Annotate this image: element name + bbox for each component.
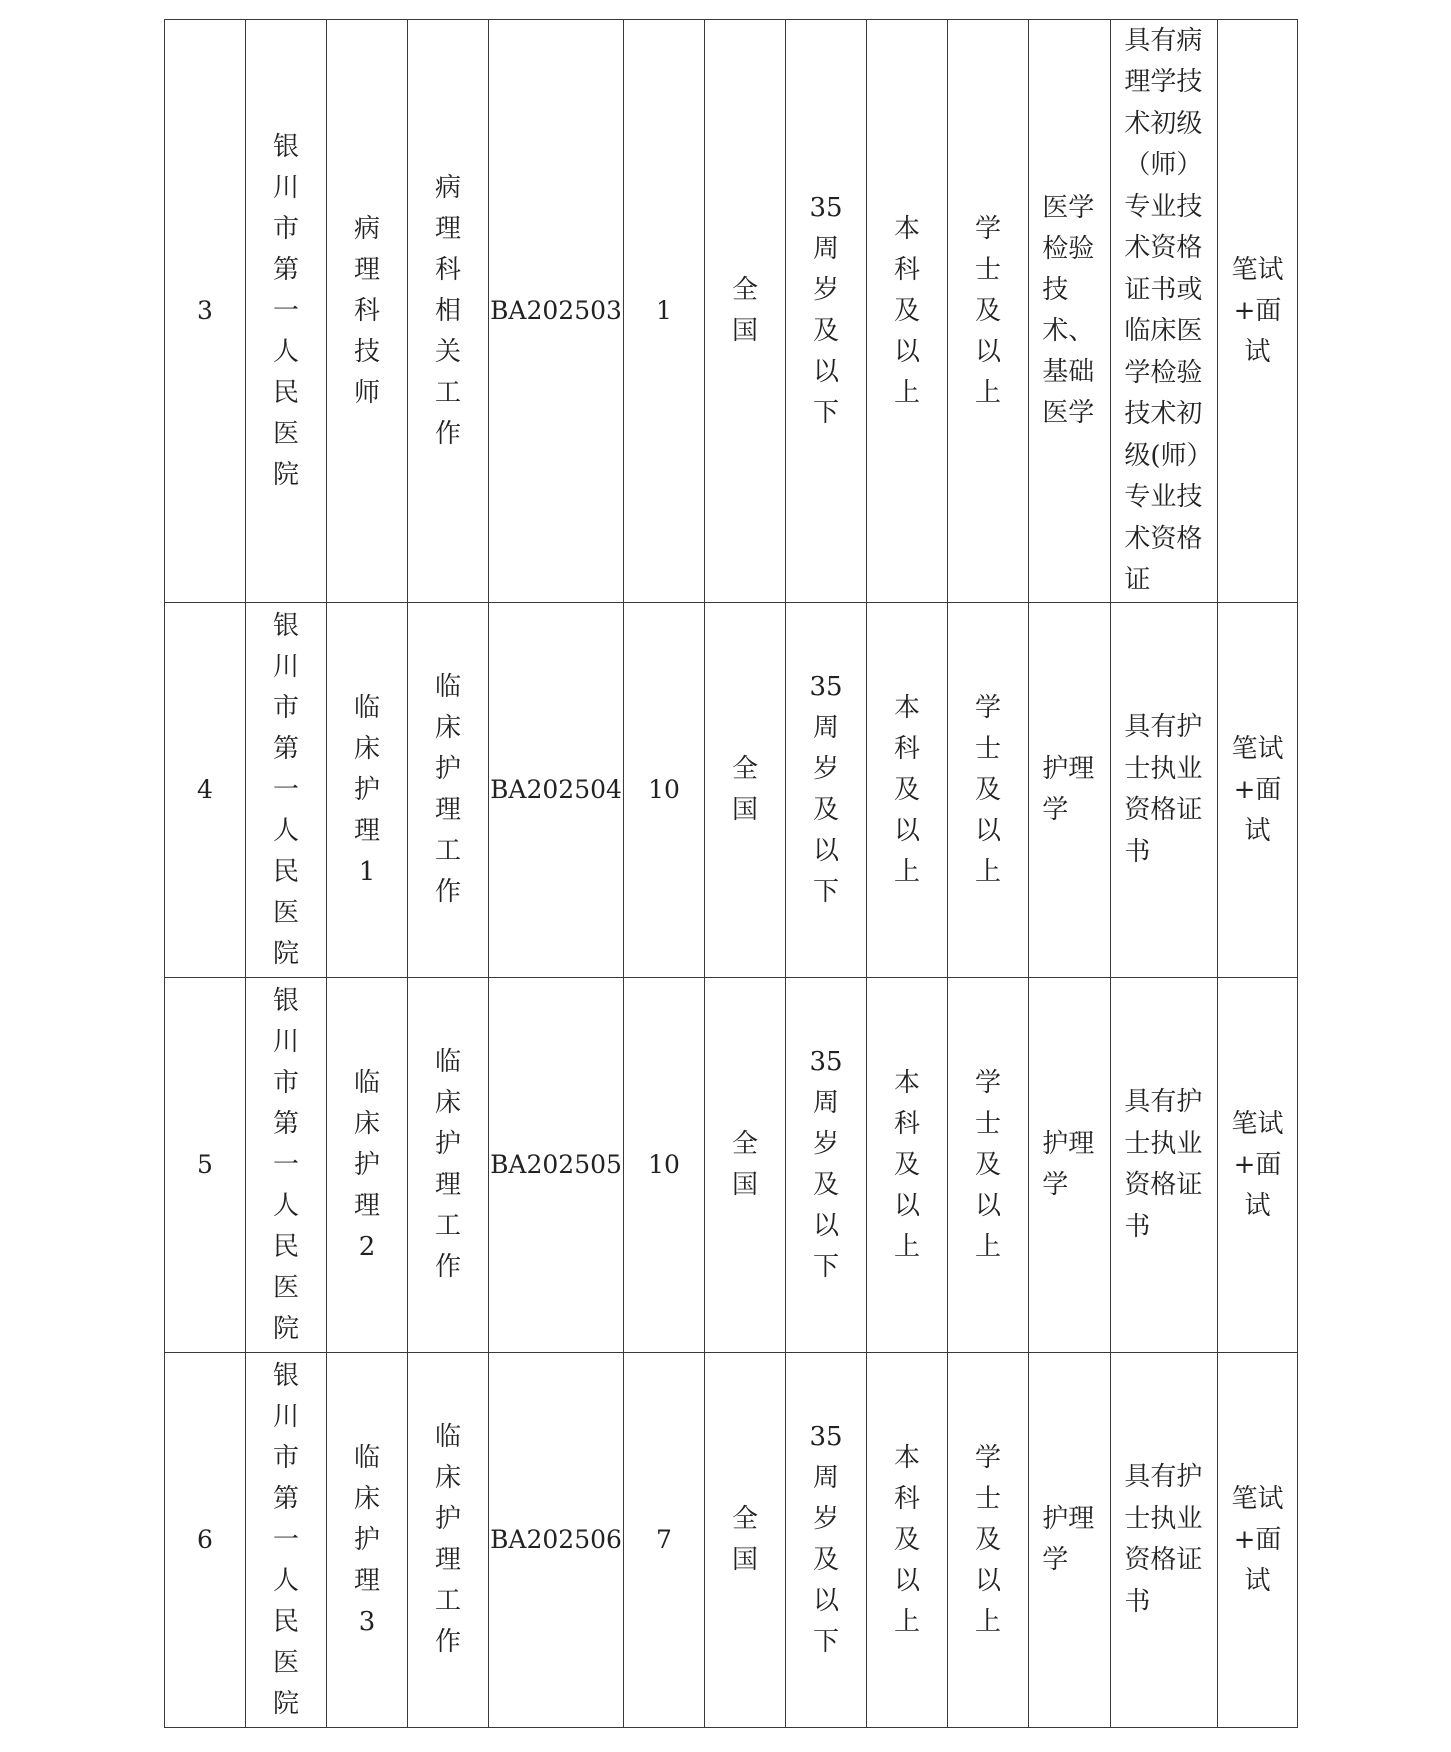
scope-cell: 全国	[705, 20, 786, 603]
unit-cell: 银川市第一人民医院	[246, 20, 327, 603]
row-number-cell: 3	[165, 20, 246, 603]
post-cell: 临床护理1	[327, 603, 408, 978]
table-row	[165, 603, 1298, 978]
major-cell: 护理学	[1029, 603, 1111, 978]
code-cell: BA202505	[489, 978, 624, 1353]
table-row	[165, 1353, 1298, 1728]
degree-cell: 学士及以上	[948, 1353, 1029, 1728]
degree-cell: 学士及以上	[948, 603, 1029, 978]
scope-cell: 全国	[705, 978, 786, 1353]
education-cell: 本科及以上	[867, 20, 948, 603]
requirement-cell: 具有病理学技术初级（师）专业技术资格证书或临床医学检验技术初级(师）专业技术资格证	[1111, 20, 1218, 603]
requirement-cell: 具有护士执业资格证书	[1111, 978, 1218, 1353]
exam-cell: 笔试+面试	[1218, 20, 1298, 603]
exam-cell: 笔试+面试	[1218, 978, 1298, 1353]
requirement-cell: 具有护士执业资格证书	[1111, 603, 1218, 978]
exam-cell: 笔试+面试	[1218, 1353, 1298, 1728]
unit-cell: 银川市第一人民医院	[246, 978, 327, 1353]
major-cell: 护理学	[1029, 978, 1111, 1353]
requirement-cell: 具有护士执业资格证书	[1111, 1353, 1218, 1728]
scope-cell: 全国	[705, 1353, 786, 1728]
education-cell: 本科及以上	[867, 603, 948, 978]
age-cell: 35周岁及以下	[786, 20, 867, 603]
row-number-cell: 4	[165, 603, 246, 978]
scope-cell: 全国	[705, 603, 786, 978]
post-cell: 临床护理3	[327, 1353, 408, 1728]
degree-cell: 学士及以上	[948, 20, 1029, 603]
duty-cell: 临床护理工作	[408, 978, 489, 1353]
row-number-cell: 6	[165, 1353, 246, 1728]
education-cell: 本科及以上	[867, 1353, 948, 1728]
post-cell: 临床护理2	[327, 978, 408, 1353]
code-cell: BA202504	[489, 603, 624, 978]
table-row	[165, 20, 1298, 603]
count-cell: 10	[624, 978, 705, 1353]
code-cell: BA202503	[489, 20, 624, 603]
unit-cell: 银川市第一人民医院	[246, 1353, 327, 1728]
degree-cell: 学士及以上	[948, 978, 1029, 1353]
major-cell: 医学检验技术、基础医学	[1029, 20, 1111, 603]
duty-cell: 临床护理工作	[408, 603, 489, 978]
count-cell: 1	[624, 20, 705, 603]
count-cell: 10	[624, 603, 705, 978]
recruitment-table	[164, 19, 1298, 1728]
age-cell: 35周岁及以下	[786, 603, 867, 978]
row-number-cell: 5	[165, 978, 246, 1353]
age-cell: 35周岁及以下	[786, 978, 867, 1353]
exam-cell: 笔试+面试	[1218, 603, 1298, 978]
duty-cell: 临床护理工作	[408, 1353, 489, 1728]
unit-cell: 银川市第一人民医院	[246, 603, 327, 978]
duty-cell: 病理科相关工作	[408, 20, 489, 603]
post-cell: 病理科技师	[327, 20, 408, 603]
count-cell: 7	[624, 1353, 705, 1728]
code-cell: BA202506	[489, 1353, 624, 1728]
education-cell: 本科及以上	[867, 978, 948, 1353]
table-row	[165, 978, 1298, 1353]
major-cell: 护理学	[1029, 1353, 1111, 1728]
age-cell: 35周岁及以下	[786, 1353, 867, 1728]
